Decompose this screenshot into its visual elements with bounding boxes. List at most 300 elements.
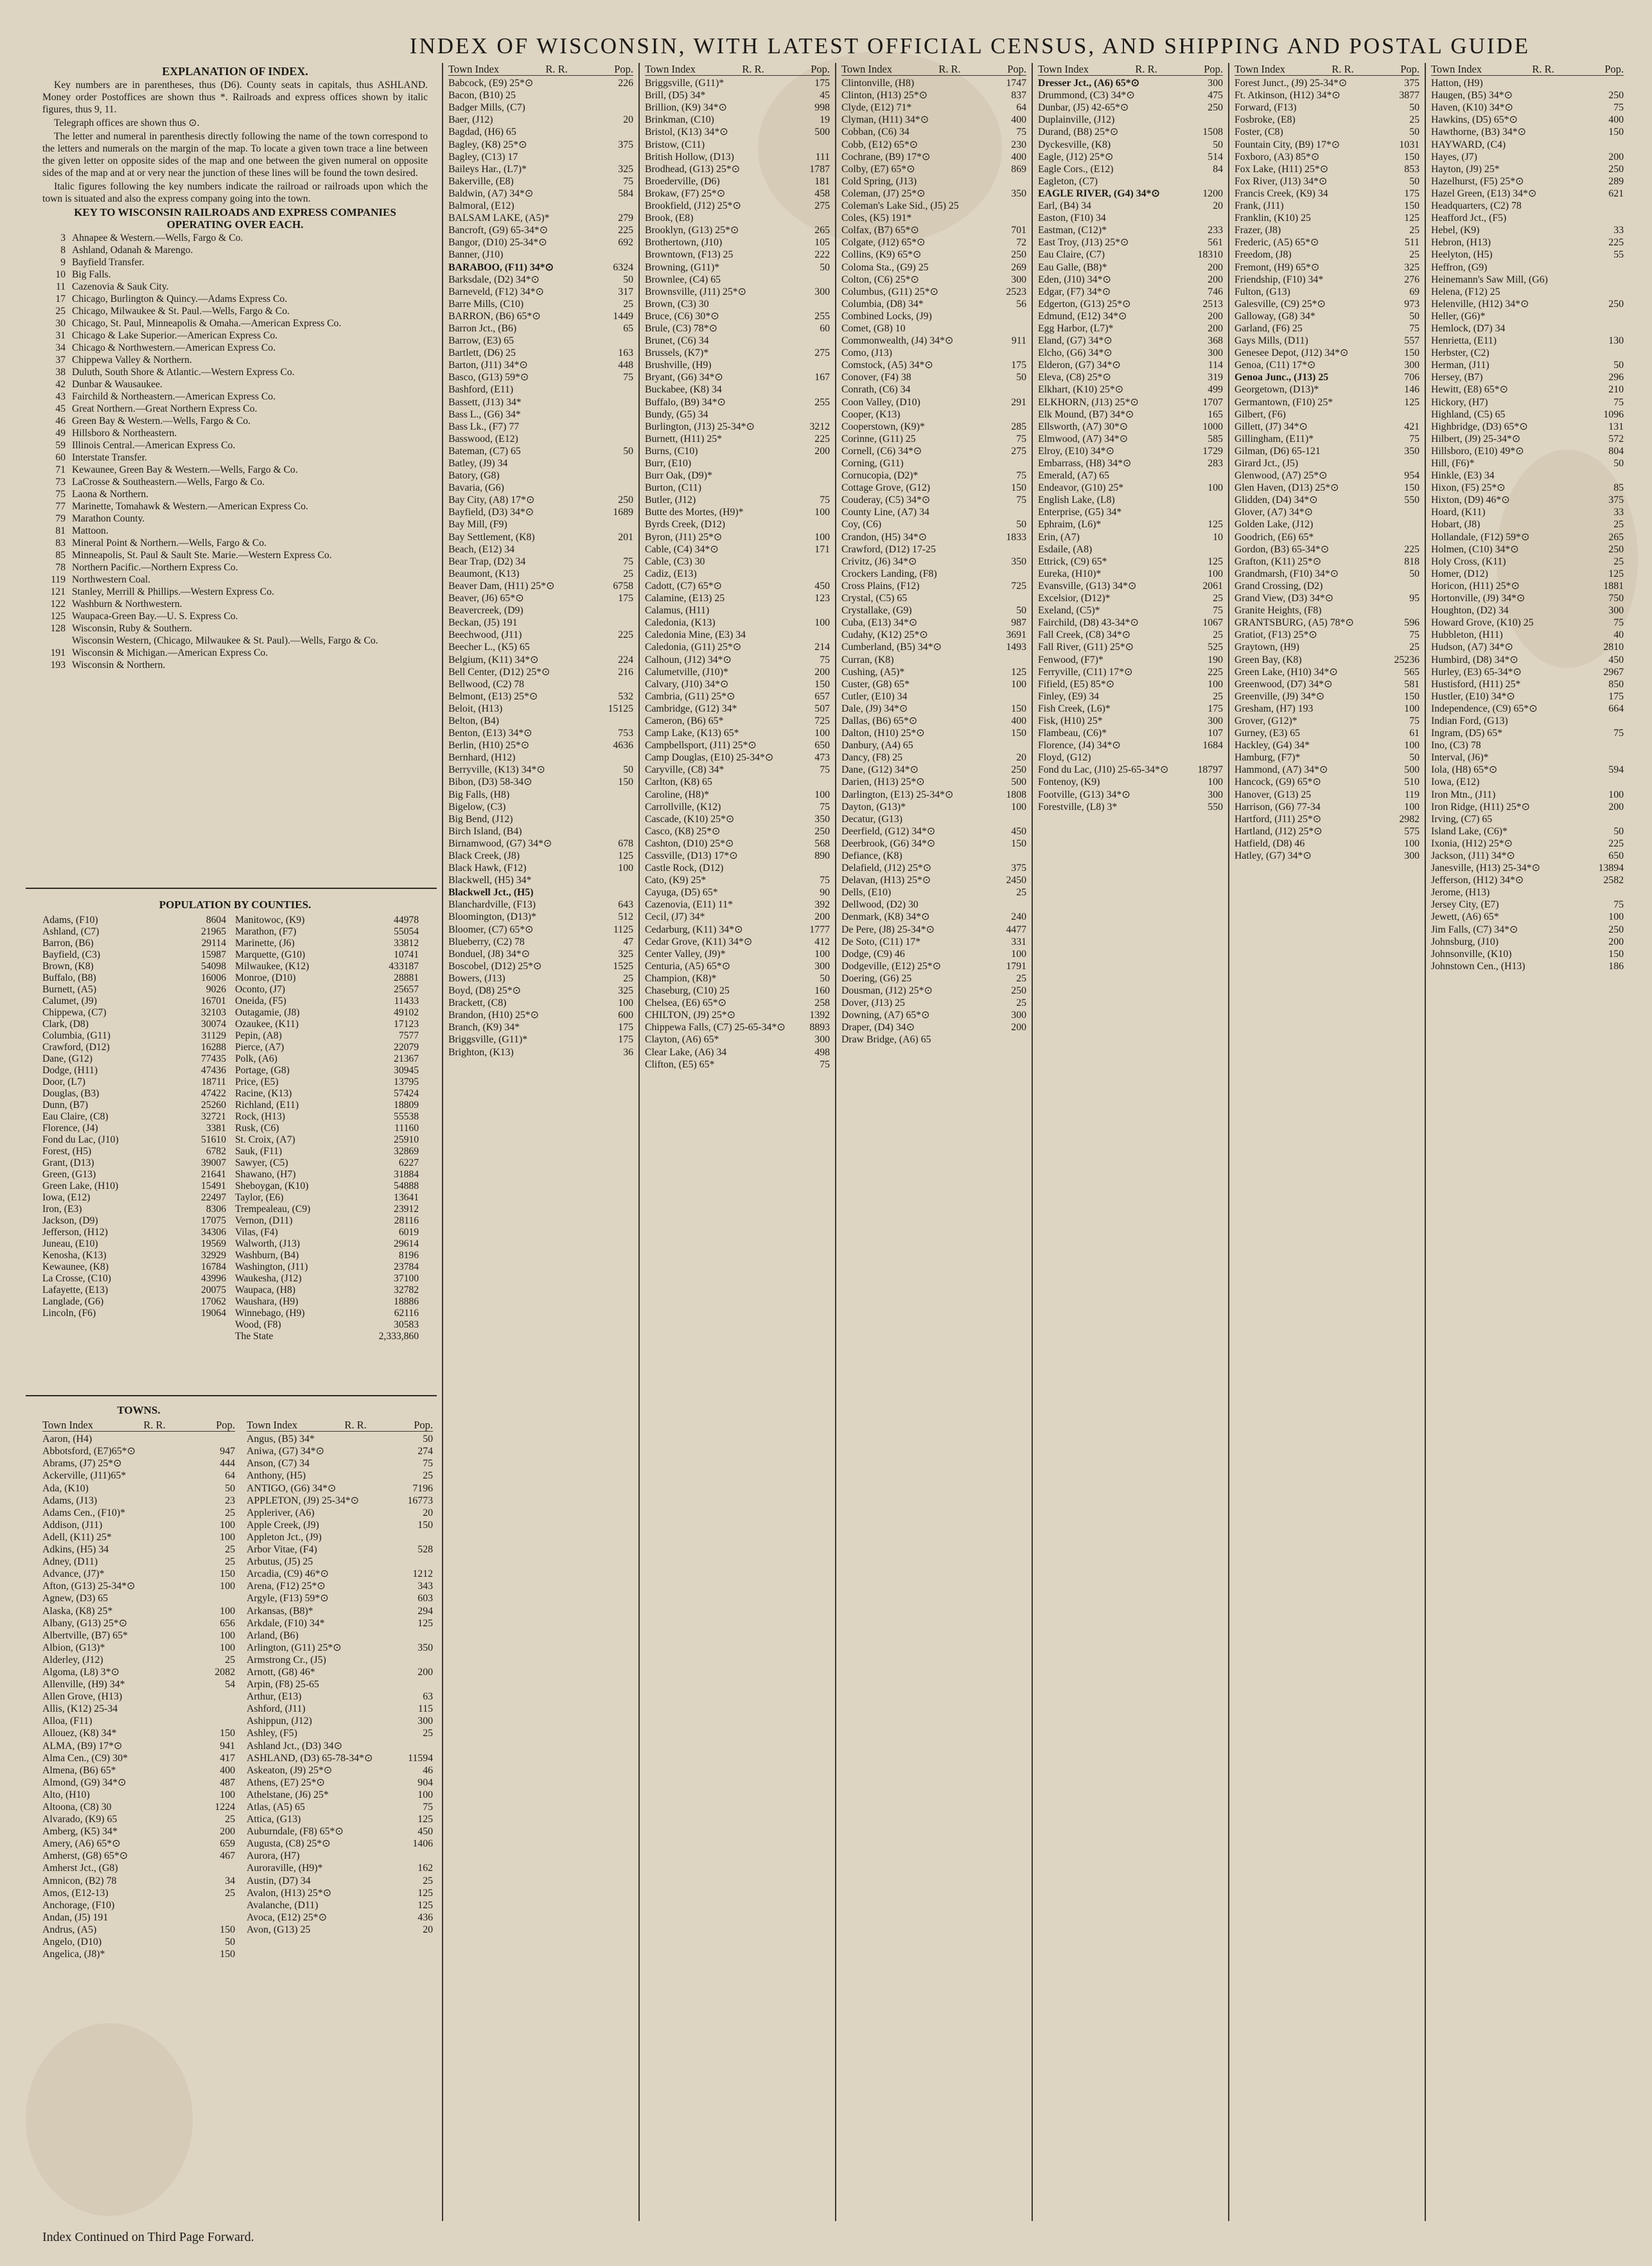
town-entry — [247, 1838, 433, 1850]
town-entry — [448, 899, 633, 911]
county-population-row — [235, 1285, 419, 1296]
railroad-key-text: Cazenovia & Sauk City. — [72, 281, 169, 292]
town-column — [1235, 63, 1419, 862]
town-entry — [1038, 604, 1223, 617]
town-name: Grafton, (K11) 25*⊙ — [1235, 556, 1322, 567]
town-name: Green Lake, (H10) 34*⊙ — [1235, 666, 1338, 678]
town-population: 63 — [423, 1691, 433, 1703]
town-population: 8893 — [809, 1022, 830, 1033]
town-population — [1620, 139, 1624, 151]
town-entry — [247, 1617, 433, 1629]
town-population: 100 — [1011, 678, 1026, 690]
town-entry — [841, 838, 1026, 850]
railroad-key-text: Northern Pacific.—Northern Express Co. — [72, 562, 238, 573]
column-header — [1431, 63, 1624, 76]
town-population — [429, 1556, 433, 1568]
county-population: 8196 — [398, 1250, 419, 1261]
railroad-key-number: 8 — [60, 245, 66, 256]
town-population — [231, 1592, 235, 1604]
town-name: Ferryville, (C11) 17*⊙ — [1038, 666, 1133, 678]
town-population — [826, 408, 830, 421]
town-population: 291 — [1011, 396, 1026, 408]
town-entry — [247, 1850, 433, 1862]
town-population: 400 — [1011, 715, 1026, 726]
county-name: Bayfield, (C3) — [42, 949, 101, 960]
county-name: Washington, (J11) — [235, 1261, 308, 1272]
town-name: Colby, (E7) 65*⊙ — [841, 163, 915, 175]
town-name: Hawkins, (D5) 65*⊙ — [1431, 114, 1518, 126]
town-entry — [841, 163, 1026, 175]
town-entry — [42, 1568, 235, 1580]
county-population-row — [235, 1157, 419, 1169]
town-population: 100 — [814, 789, 830, 800]
town-population — [629, 543, 633, 556]
town-population: 300 — [1011, 1010, 1026, 1021]
town-entry — [841, 445, 1026, 457]
town-population — [1023, 506, 1026, 518]
town-name: Clear Lake, (A6) 34 — [645, 1046, 727, 1058]
town-population: 175 — [1608, 690, 1624, 702]
town-name: Greenville, (J9) 34*⊙ — [1235, 690, 1325, 702]
town-population — [1620, 274, 1624, 286]
railroad-key-row — [42, 513, 428, 525]
county-name: St. Croix, (A7) — [235, 1134, 295, 1145]
town-entry — [1038, 751, 1223, 764]
town-population: 50 — [1409, 568, 1419, 579]
county-name: Polk, (A6) — [235, 1053, 277, 1064]
county-population-row — [235, 972, 419, 984]
town-population: 250 — [1608, 298, 1624, 310]
county-population: 11433 — [394, 996, 419, 1006]
town-population: 265 — [814, 225, 830, 236]
town-entry — [1431, 506, 1624, 518]
town-population: 973 — [1404, 298, 1419, 310]
town-entry — [247, 1924, 433, 1936]
town-population: 200 — [1208, 310, 1223, 322]
county-name: Marquette, (G10) — [235, 949, 306, 960]
town-population: 1747 — [1006, 78, 1026, 89]
town-name: Heffron, (G9) — [1431, 261, 1488, 273]
town-name: Bashford, (E11) — [448, 384, 514, 396]
town-name: Fox River, (J13) 34*⊙ — [1235, 175, 1328, 187]
column-header-pop: Pop. — [1400, 63, 1419, 75]
town-name: Heinemann's Saw Mill, (G6) — [1431, 274, 1548, 285]
town-name: Gilman, (D6) 65-121 — [1235, 445, 1321, 457]
town-entry — [1038, 114, 1223, 126]
town-entry — [841, 715, 1026, 727]
town-population: 100 — [220, 1605, 235, 1617]
town-entry — [247, 1825, 433, 1838]
town-population: 317 — [618, 286, 633, 297]
town-name: Big Bend, (J12) — [448, 813, 513, 825]
town-population: 175 — [1404, 188, 1419, 199]
county-population: 15987 — [201, 949, 226, 960]
town-name: Brill, (D5) 34* — [645, 90, 706, 101]
town-population: 45 — [820, 90, 830, 101]
town-population: 90 — [820, 887, 830, 899]
town-entry — [645, 383, 830, 396]
explanation-paragraph: The letter and numeral in parenthesis directly following the name of the town correspond to the letters and numerals on the margin of the map. To locate a given town trace a line between the given letter on opposite sides of the map and one between the given numeral on opposite sides of the map and at or very near the junction of these lines will be found the town desired. — [42, 131, 428, 179]
town-name: Aaron, (H4) — [42, 1434, 92, 1445]
town-entry — [1431, 126, 1624, 138]
town-population: 47 — [623, 936, 633, 947]
town-population: 250 — [1608, 163, 1624, 175]
town-name: Allis, (K12) 25-34 — [42, 1703, 118, 1715]
county-population-row — [235, 1053, 419, 1065]
town-entry — [448, 359, 633, 371]
railroad-key-text: Illinois Central.—American Express Co. — [72, 440, 236, 451]
town-name: Granite Heights, (F8) — [1235, 605, 1322, 617]
town-name: Burlington, (J13) 25-34*⊙ — [645, 421, 755, 432]
town-population: 64 — [1016, 102, 1026, 114]
town-entry — [1235, 139, 1419, 151]
town-entry — [448, 175, 633, 188]
town-population: 300 — [1608, 605, 1624, 617]
town-entry — [1038, 322, 1223, 335]
town-entry — [42, 1592, 235, 1604]
town-name: Corinne, (G11) 25 — [841, 433, 916, 444]
county-population: 25657 — [394, 984, 419, 995]
county-population-row — [235, 1308, 419, 1319]
town-name: Arland, (B6) — [247, 1629, 299, 1641]
town-name: Cobban, (C6) 34 — [841, 127, 909, 138]
town-population: 1067 — [1202, 617, 1223, 629]
town-name: Brothertown, (J10) — [645, 237, 723, 249]
town-entry — [448, 126, 633, 138]
town-name: Alvarado, (K9) 65 — [42, 1814, 118, 1825]
town-population: 1096 — [1603, 408, 1624, 420]
town-population: 167 — [814, 372, 830, 383]
town-name: Gillett, (J7) 34*⊙ — [1235, 421, 1308, 432]
town-name: Hemlock, (D7) 34 — [1431, 322, 1506, 334]
town-entry — [1235, 371, 1419, 383]
railroad-key-text: Chicago, Burlington & Quincy.—Adams Express Co. — [72, 294, 288, 304]
town-entry — [1431, 666, 1624, 678]
town-population: 1493 — [1006, 642, 1026, 653]
town-population: 75 — [623, 175, 633, 187]
town-entry — [42, 1654, 235, 1666]
town-name: Algoma, (L8) 3*⊙ — [42, 1666, 119, 1678]
town-population: 23 — [225, 1495, 235, 1506]
town-entry — [1235, 470, 1419, 482]
railroad-key-text: Minneapolis, St. Paul & Sault Ste. Marie.—Western Express Co. — [72, 550, 332, 561]
town-name: Elk Mound, (B7) 34*⊙ — [1038, 408, 1134, 420]
town-entry — [1431, 347, 1624, 359]
town-population: 25 — [225, 1507, 235, 1518]
town-population: 706 — [1404, 372, 1419, 383]
town-entry — [645, 825, 830, 838]
town-entry — [247, 1592, 433, 1604]
town-population — [1416, 604, 1419, 617]
explanation-paragraph: Italic figures following the key numbers indicate the railroad or railroads upon which the town is situated and also the express company going into the town. — [42, 181, 428, 204]
population-column-left — [42, 915, 235, 1342]
railroad-key-text: Interstate Transfer. — [72, 452, 147, 463]
town-entry — [1431, 899, 1624, 911]
town-entry — [1431, 739, 1624, 751]
town-population: 75 — [820, 764, 830, 776]
town-entry — [1038, 518, 1223, 531]
town-population — [826, 629, 830, 641]
town-population: 162 — [417, 1863, 433, 1874]
town-population: 150 — [1608, 127, 1624, 138]
town-name: Bay City, (A8) 17*⊙ — [448, 495, 535, 506]
county-name: Calumet, (J9) — [42, 996, 97, 1006]
county-population-row — [235, 926, 419, 938]
town-name: Athens, (E7) 25*⊙ — [247, 1777, 325, 1788]
town-name: Johnsonville, (K10) — [1431, 948, 1512, 960]
town-entry — [645, 396, 830, 408]
town-name: Chaseburg, (C10) 25 — [645, 985, 730, 997]
town-entry — [645, 163, 830, 175]
town-population: 240 — [1011, 911, 1026, 923]
town-population: 50 — [1016, 372, 1026, 383]
town-name: Arkdale, (F10) 34* — [247, 1617, 325, 1629]
explanation-paragraph: Key numbers are in parentheses, thus (D6). County seats in capitals, thus ASHLAND. Money order Postoffices are shown thus *. Railroads and express offices shown by italic figures, thus 9, 11. — [42, 80, 428, 115]
county-name: Burnett, (A5) — [42, 984, 97, 995]
town-population: 25 — [225, 1544, 235, 1556]
town-population — [1620, 310, 1624, 322]
town-population: 525 — [1208, 642, 1223, 653]
county-population: 16701 — [201, 996, 226, 1006]
town-entry — [1431, 641, 1624, 653]
county-population: 8604 — [206, 915, 226, 926]
railroad-key-text: Chicago & Lake Superior.—American Express Co. — [72, 330, 278, 341]
town-name: Bay Mill, (F9) — [448, 519, 507, 531]
town-name: Coloma Sta., (G9) 25 — [841, 261, 929, 273]
county-name: Kewaunee, (K8) — [42, 1261, 109, 1272]
town-entry — [1431, 335, 1624, 347]
town-population: 150 — [1011, 703, 1026, 714]
town-name: Fisk, (H10) 25* — [1038, 715, 1103, 726]
town-population: 50 — [1613, 825, 1624, 837]
town-entry — [1431, 850, 1624, 862]
town-entry — [1038, 371, 1223, 383]
town-entry — [448, 298, 633, 310]
town-name: Crystal, (C5) 65 — [841, 593, 908, 604]
town-population: 25 — [1213, 690, 1223, 702]
town-population: 222 — [814, 249, 830, 261]
county-name: Jefferson, (H12) — [42, 1227, 108, 1238]
town-name: Brook, (E8) — [645, 213, 694, 224]
town-entry — [841, 274, 1026, 286]
column-header-rr: R. R. — [742, 63, 764, 75]
town-entry — [841, 89, 1026, 101]
town-entry — [448, 789, 633, 801]
town-entry — [841, 249, 1026, 261]
town-name: Crivitz, (J6) 34*⊙ — [841, 556, 917, 567]
town-population: 50 — [1409, 102, 1419, 114]
town-population: 250 — [1011, 764, 1026, 776]
town-entry — [841, 801, 1026, 813]
town-population: 150 — [1011, 838, 1026, 849]
town-name: Ashford, (J11) — [247, 1703, 306, 1715]
town-entry — [1038, 224, 1223, 236]
town-name: Bateman, (C7) 65 — [448, 445, 521, 457]
county-name: Jackson, (D9) — [42, 1215, 98, 1226]
town-population — [1023, 200, 1026, 212]
town-population: 75 — [1016, 433, 1026, 444]
town-entry — [645, 629, 830, 641]
town-population: 331 — [1011, 936, 1026, 947]
town-name: Eagle Cors., (E12) — [1038, 163, 1114, 175]
town-name: Emerald, (A7) 65 — [1038, 470, 1109, 482]
town-population: 1212 — [412, 1568, 433, 1580]
town-population: 225 — [1208, 666, 1223, 678]
town-entry — [1235, 101, 1419, 114]
town-name: Janesville, (H13) 25-34*⊙ — [1431, 863, 1540, 874]
town-entry — [1431, 457, 1624, 470]
town-population — [629, 874, 633, 886]
railroad-key-number: 191 — [50, 647, 66, 658]
town-population: 75 — [820, 1058, 830, 1070]
town-population — [1023, 654, 1026, 666]
town-entry — [1431, 580, 1624, 592]
town-entry — [247, 1470, 433, 1482]
town-population: 225 — [1608, 237, 1624, 249]
railroad-key-row — [42, 574, 428, 586]
town-name: Bibon, (D3) 58-34⊙ — [448, 777, 532, 788]
town-population — [826, 568, 830, 580]
town-name: Auburndale, (F8) 65*⊙ — [247, 1826, 344, 1838]
town-entry — [645, 408, 830, 421]
town-population: 2523 — [1006, 286, 1026, 297]
county-population: 21965 — [201, 926, 226, 937]
town-entry — [448, 163, 633, 175]
town-name: Fountain City, (B9) 17*⊙ — [1235, 139, 1340, 150]
railroad-key-row — [42, 439, 428, 452]
town-name: Downing, (A7) 65*⊙ — [841, 1010, 930, 1021]
town-name: Big Falls, (H8) — [448, 789, 510, 800]
town-entry — [645, 715, 830, 727]
town-entry — [841, 825, 1026, 838]
town-name: Arthur, (E13) — [247, 1691, 302, 1703]
town-name: Comet, (G8) 10 — [841, 322, 906, 334]
town-entry — [1235, 200, 1419, 212]
county-name: Price, (E5) — [235, 1076, 279, 1087]
town-population: 20 — [1213, 200, 1223, 212]
town-population: 585 — [1208, 433, 1223, 444]
page-title: INDEX OF WISCONSIN, WITH LATEST OFFICIAL CENSUS, AND SHIPPING AND POSTAL GUIDE — [409, 33, 1531, 58]
railroad-key-number — [42, 635, 72, 647]
town-population: 50 — [1016, 519, 1026, 531]
town-name: Clifton, (E5) 65* — [645, 1058, 715, 1070]
town-name: Edgerton, (G13) 25*⊙ — [1038, 298, 1131, 310]
town-population: 75 — [1613, 617, 1624, 629]
town-name: Buckabee, (K8) 34 — [645, 384, 722, 396]
town-name: Delafield, (J12) 25*⊙ — [841, 863, 932, 874]
town-entry — [448, 335, 633, 347]
town-name: Fremont, (H9) 65*⊙ — [1235, 261, 1320, 273]
railroad-key-text: Hillsboro & Northeastern. — [72, 428, 177, 439]
town-name: Fenwood, (F7)* — [1038, 654, 1103, 665]
town-entry — [247, 1703, 433, 1715]
town-population: 4636 — [613, 740, 633, 751]
column-header-pop: Pop. — [1204, 63, 1223, 75]
town-population — [1023, 322, 1026, 335]
town-population: 25 — [1409, 249, 1419, 261]
town-name: Coleman, (J7) 25*⊙ — [841, 188, 926, 199]
town-entry — [645, 874, 830, 886]
town-name: Henrietta, (E11) — [1431, 335, 1497, 347]
town-name: EAGLE RIVER, (G4) 34*⊙ — [1038, 188, 1160, 199]
town-name: Butte des Mortes, (H9)* — [645, 507, 744, 518]
town-population: 75 — [1016, 470, 1026, 482]
town-entry — [448, 703, 633, 715]
town-name: Dodgeville, (E12) 25*⊙ — [841, 960, 941, 972]
town-entry — [1038, 101, 1223, 114]
town-population: 200 — [220, 1826, 235, 1838]
town-entry — [645, 274, 830, 286]
town-name: Almena, (B6) 65* — [42, 1764, 116, 1776]
county-population-row — [42, 1042, 226, 1053]
town-entry — [841, 604, 1026, 617]
town-name: Girard Jct., (J5) — [1235, 458, 1299, 469]
county-name: Portage, (G8) — [235, 1065, 290, 1076]
town-entry — [247, 1642, 433, 1654]
town-name: Angelo, (D10) — [42, 1937, 102, 1948]
town-population: 65 — [623, 322, 633, 334]
population-column-right — [235, 915, 428, 1342]
town-name: Clayton, (A6) 65* — [645, 1034, 719, 1046]
town-name: Alto, (H10) — [42, 1789, 90, 1800]
town-name: Holmen, (C10) 34*⊙ — [1431, 543, 1519, 555]
town-name: English Lake, (L8) — [1038, 495, 1115, 506]
column-header-pop: Pop. — [1007, 63, 1026, 75]
town-entry — [645, 249, 830, 261]
county-name: Juneau, (E10) — [42, 1238, 98, 1249]
county-population: 31884 — [394, 1169, 419, 1180]
county-population-row — [42, 1215, 226, 1227]
town-name: Clyman, (H11) 34*⊙ — [841, 114, 929, 126]
town-entry — [1431, 163, 1624, 175]
town-entry — [645, 543, 830, 556]
town-population — [1023, 175, 1026, 188]
town-entry — [42, 1936, 235, 1948]
town-entry — [247, 1482, 433, 1495]
town-entry — [448, 924, 633, 936]
town-population: 510 — [1404, 777, 1419, 788]
town-name: Forward, (F13) — [1235, 102, 1297, 114]
railroad-key-text: Wisconsin, Ruby & Southern. — [72, 623, 192, 634]
town-name: Alderley, (J12) — [42, 1654, 103, 1665]
town-name: Fox Lake, (H11) 25*⊙ — [1235, 163, 1329, 175]
town-population — [1023, 592, 1026, 604]
town-name: Hayes, (J7) — [1431, 151, 1477, 162]
town-entry — [1431, 188, 1624, 200]
town-name: Almond, (G9) 34*⊙ — [42, 1777, 127, 1788]
town-name: Draper, (D4) 34⊙ — [841, 1022, 915, 1033]
town-population: 448 — [618, 360, 633, 371]
town-name: Flambeau, (C6)* — [1038, 728, 1107, 739]
section-divider — [26, 1395, 437, 1396]
railroad-key-row — [42, 342, 428, 354]
town-population: 225 — [814, 433, 830, 444]
town-name: Bear Trap, (D2) 34 — [448, 556, 526, 567]
town-entry — [1235, 359, 1419, 371]
town-entry — [247, 1531, 433, 1543]
railroad-key-number: 3 — [60, 233, 66, 243]
town-name: Egg Harbor, (L7)* — [1038, 322, 1114, 334]
town-entry — [645, 212, 830, 224]
town-population — [629, 383, 633, 396]
town-name: Dalton, (H10) 25*⊙ — [841, 728, 925, 739]
town-population: 7196 — [412, 1482, 433, 1494]
town-population: 25 — [1409, 225, 1419, 236]
town-entry — [1038, 163, 1223, 175]
town-name: Embarrass, (H8) 34*⊙ — [1038, 458, 1132, 469]
town-entry — [841, 948, 1026, 960]
town-name: Adams, (J13) — [42, 1495, 98, 1506]
